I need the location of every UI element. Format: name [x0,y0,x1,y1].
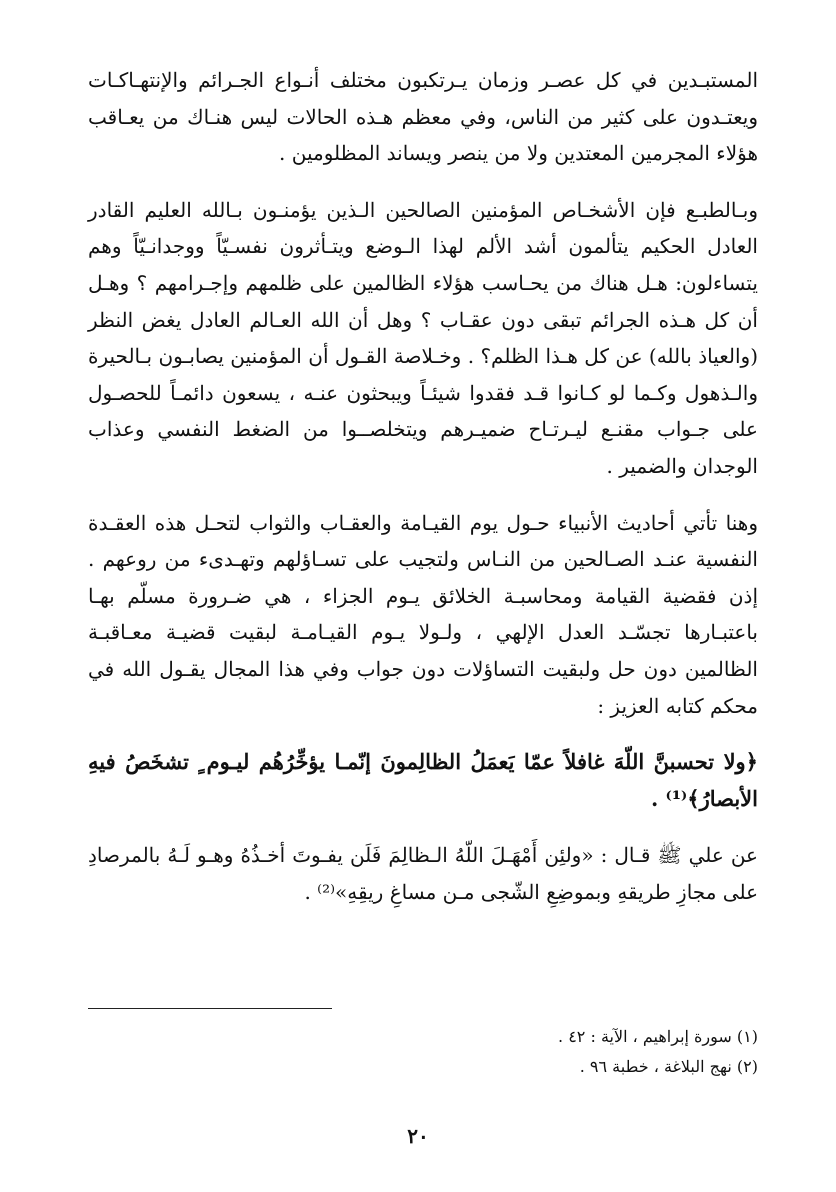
footnotes [88,1022,758,1082]
footnote-2: (٢) نهج البلاغة ، خطبة ٩٦ . [579,1057,758,1076]
footnote-divider [88,1008,332,1009]
paragraph-resurrection: وهنا تأتي أحاديث الأنبياء حـول يوم القيـامة والعقـاب والثواب لتحـل هذه العقـدة النفسية عنـد الصـالحين من النـاس ولتجيب على تسـاؤلهم وتهـدىء من روعهم . إذن فقضية القيامة ومحاسبـة الخلائق يـوم الجزاء ، هي ضـرورة مسلّم بهـا باعتبـارها تجسّـد العدل الإلهي ، ولـولا يـوم القيـامـة لبقيت قضيـة معـاقبـة الظالمين دون حل ولبقيت التساؤلات دون جواب وفي هذا المجال يقـول الله في محكم كتابه العزيز : [88,510,758,718]
quran-verse: ﴿ولا تحسبنَّ اللّهَ غافلاً عمّا يَعمَلُ الظالِمونَ إنّمـا يؤخِّرُهُم ليـوم ٍ تشخَصُ فيهِ الأبصارُ﴾⁽¹⁾ . [88,749,758,811]
paragraph-believers: وبـالطبـع فإن الأشخـاص المؤمنين الصالحين الـذين يؤمنـون بـالله العليم القادر العادل الحكيم يتألمون أشد الألم لهذا الـوضع ويتـأثرون نفسـيّاً ووجدانـيّاً وهم يتساءلون: هـل هناك من يحـاسب هؤلاء الظالمين على ظلمهم وإجـرامهم ؟ وهـل أن كل هـذه الجرائم تبقى دون عقـاب ؟ وهل أن الله العـالم العادل يغض النظر (والعياذ بالله) عن كل هـذا الظلم؟ . وخـلاصة القـول أن المؤمنين يصابـون بـالحيرة والـذهول وكـما لو كـانوا قـد فقدوا شيئـاً ويبحثون عنـه ، يسعون دائمـاً للحصـول على جـواب مقنـع ليـرتـاح ضميـرهم ويتخلصــوا من الضغط النفسي وعذاب الوجدان والضمير . [88,197,758,478]
page-number: ٢٠ [407,1124,429,1148]
hadith-quote: عن علي ﷺ قـال : «ولئِن أَمْهَـلَ اللّهُ الـظالِمَ فَلَن يفـوتَ أخـذُهُ وهـو لَـهُ بالمرصادِ على مجازِ طريقهِ وبموضِعِ الشّجى مـن مساغِ ريقِهِ»⁽²⁾ . [88,843,758,904]
paragraph-tyrants: المستبـدين في كل عصـر وزمان يـرتكبون مختلف أنـواع الجـرائم والإنتهـاكـات ويعتـدون على كثير من الناس، وفي معظم هـذه الحالات ليس هنـاك من يعـاقب هؤلاء المجرمين المعتدين ولا من ينصر ويساند المظلومين . [88,68,758,166]
footnote-1: (١) سورة إبراهيم ، الآية : ٤٢ . [558,1027,758,1046]
